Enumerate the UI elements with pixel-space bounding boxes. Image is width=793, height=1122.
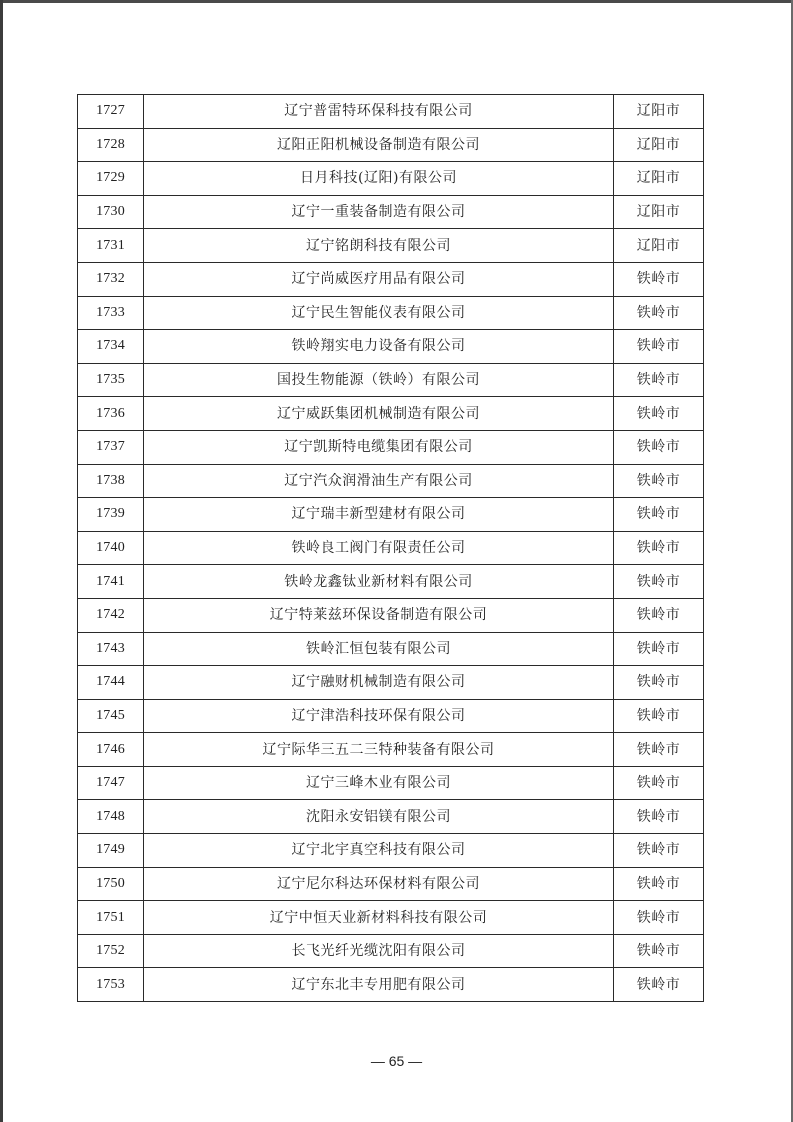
table-row (78, 262, 704, 296)
company-list-table (77, 94, 704, 1002)
city-name: 铁岭市 (614, 699, 704, 733)
city-name: 铁岭市 (614, 834, 704, 868)
city-name: 铁岭市 (614, 934, 704, 968)
row-number: 1745 (78, 699, 144, 733)
company-name: 辽阳正阳机械设备制造有限公司 (144, 128, 614, 162)
scan-border-left (0, 0, 3, 1122)
table-row (78, 430, 704, 464)
company-name: 铁岭良工阀门有限责任公司 (144, 531, 614, 565)
company-name: 辽宁融财机械制造有限公司 (144, 666, 614, 700)
city-name: 铁岭市 (614, 498, 704, 532)
company-name: 辽宁铭朗科技有限公司 (144, 229, 614, 263)
row-number: 1734 (78, 330, 144, 364)
city-name: 铁岭市 (614, 766, 704, 800)
row-number: 1733 (78, 296, 144, 330)
row-number: 1749 (78, 834, 144, 868)
city-name: 铁岭市 (614, 430, 704, 464)
company-name: 辽宁中恒天业新材料科技有限公司 (144, 901, 614, 935)
page-number: — 65 — (370, 1053, 423, 1069)
table-row (78, 397, 704, 431)
company-name: 辽宁际华三五二三特种装备有限公司 (144, 733, 614, 767)
row-number: 1753 (78, 968, 144, 1002)
city-name: 铁岭市 (614, 800, 704, 834)
company-name: 辽宁凯斯特电缆集团有限公司 (144, 430, 614, 464)
company-name: 辽宁特莱兹环保设备制造有限公司 (144, 598, 614, 632)
row-number: 1732 (78, 262, 144, 296)
row-number: 1731 (78, 229, 144, 263)
company-name: 沈阳永安铝镁有限公司 (144, 800, 614, 834)
table-row (78, 229, 704, 263)
table-row (78, 733, 704, 767)
row-number: 1744 (78, 666, 144, 700)
row-number: 1739 (78, 498, 144, 532)
city-name: 铁岭市 (614, 598, 704, 632)
company-name: 辽宁尼尔科达环保材料有限公司 (144, 867, 614, 901)
city-name: 铁岭市 (614, 296, 704, 330)
city-name: 铁岭市 (614, 464, 704, 498)
city-name: 铁岭市 (614, 733, 704, 767)
city-name: 铁岭市 (614, 262, 704, 296)
city-name: 铁岭市 (614, 867, 704, 901)
table-row (78, 901, 704, 935)
table-row (78, 632, 704, 666)
company-name: 长飞光纤光缆沈阳有限公司 (144, 934, 614, 968)
company-name: 辽宁威跃集团机械制造有限公司 (144, 397, 614, 431)
table-row (78, 968, 704, 1002)
company-name: 辽宁尚威医疗用品有限公司 (144, 262, 614, 296)
table-row (78, 464, 704, 498)
company-name: 辽宁民生智能仪表有限公司 (144, 296, 614, 330)
company-name: 辽宁三峰木业有限公司 (144, 766, 614, 800)
company-name: 辽宁汽众润滑油生产有限公司 (144, 464, 614, 498)
table-row (78, 565, 704, 599)
city-name: 铁岭市 (614, 397, 704, 431)
company-name: 铁岭汇恒包装有限公司 (144, 632, 614, 666)
company-name: 辽宁北宇真空科技有限公司 (144, 834, 614, 868)
row-number: 1752 (78, 934, 144, 968)
company-name: 辽宁津浩科技环保有限公司 (144, 699, 614, 733)
table-row (78, 867, 704, 901)
city-name: 辽阳市 (614, 162, 704, 196)
city-name: 铁岭市 (614, 330, 704, 364)
city-name: 铁岭市 (614, 666, 704, 700)
row-number: 1741 (78, 565, 144, 599)
city-name: 铁岭市 (614, 363, 704, 397)
city-name: 辽阳市 (614, 229, 704, 263)
city-name: 铁岭市 (614, 901, 704, 935)
table-row (78, 195, 704, 229)
row-number: 1730 (78, 195, 144, 229)
company-name: 辽宁瑞丰新型建材有限公司 (144, 498, 614, 532)
table-row (78, 498, 704, 532)
scan-border-top (0, 0, 793, 3)
company-name: 国投生物能源（铁岭）有限公司 (144, 363, 614, 397)
company-list-body (78, 95, 704, 1002)
table-row (78, 330, 704, 364)
city-name: 铁岭市 (614, 565, 704, 599)
table-row (78, 934, 704, 968)
company-name: 铁岭翔实电力设备有限公司 (144, 330, 614, 364)
city-name: 铁岭市 (614, 968, 704, 1002)
company-name: 辽宁普雷特环保科技有限公司 (144, 95, 614, 129)
table-row (78, 128, 704, 162)
city-name: 辽阳市 (614, 95, 704, 129)
table-row (78, 296, 704, 330)
row-number: 1746 (78, 733, 144, 767)
table-row (78, 162, 704, 196)
row-number: 1738 (78, 464, 144, 498)
table-row (78, 766, 704, 800)
city-name: 铁岭市 (614, 632, 704, 666)
row-number: 1750 (78, 867, 144, 901)
row-number: 1736 (78, 397, 144, 431)
company-name: 铁岭龙鑫钛业新材料有限公司 (144, 565, 614, 599)
row-number: 1743 (78, 632, 144, 666)
table-row (78, 363, 704, 397)
row-number: 1740 (78, 531, 144, 565)
table-row (78, 95, 704, 129)
row-number: 1737 (78, 430, 144, 464)
row-number: 1728 (78, 128, 144, 162)
table-row (78, 598, 704, 632)
company-name: 日月科技(辽阳)有限公司 (144, 162, 614, 196)
row-number: 1727 (78, 95, 144, 129)
city-name: 辽阳市 (614, 195, 704, 229)
row-number: 1751 (78, 901, 144, 935)
table-row (78, 531, 704, 565)
row-number: 1729 (78, 162, 144, 196)
table-row (78, 834, 704, 868)
table-row (78, 699, 704, 733)
table-row (78, 666, 704, 700)
company-name: 辽宁东北丰专用肥有限公司 (144, 968, 614, 1002)
city-name: 辽阳市 (614, 128, 704, 162)
row-number: 1742 (78, 598, 144, 632)
row-number: 1748 (78, 800, 144, 834)
row-number: 1747 (78, 766, 144, 800)
city-name: 铁岭市 (614, 531, 704, 565)
company-name: 辽宁一重装备制造有限公司 (144, 195, 614, 229)
table-row (78, 800, 704, 834)
row-number: 1735 (78, 363, 144, 397)
